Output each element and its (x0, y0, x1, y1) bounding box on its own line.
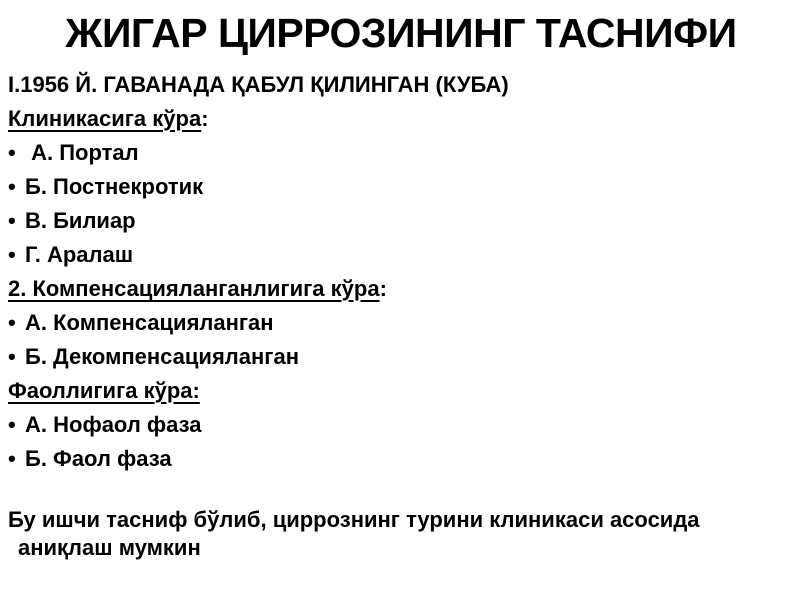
section-heading-clinical (8, 102, 794, 136)
list-item-text: Б. Постнекротик (25, 174, 204, 199)
bullet-icon: • (8, 310, 16, 335)
list-item-text: А. Портал (25, 140, 139, 165)
bullet-icon: • (8, 140, 16, 165)
bullet-icon: • (8, 208, 16, 233)
bullet-icon: • (8, 446, 16, 471)
list-item-text: Б. Декомпенсацияланган (25, 344, 299, 369)
list-item-decompensated (8, 340, 794, 374)
list-item-text: А. Компенсацияланган (25, 310, 274, 335)
list-item-postnecrotic (8, 170, 794, 204)
list-item-mixed (8, 238, 794, 272)
list-item-inactive-phase (8, 408, 794, 442)
list-item-text: А. Нофаол фаза (25, 412, 202, 437)
section-heading-colon: : (379, 276, 387, 301)
intro-line: I.1956 Й. ГАВАНАДА ҚАБУЛ ҚИЛИНГАН (КУБА) (8, 72, 509, 97)
slide-title: ЖИГАР ЦИРРОЗИНИНГ ТАСНИФИ (65, 10, 737, 56)
list-item-text: Г. Аралаш (25, 242, 134, 267)
list-item-biliary (8, 204, 794, 238)
bullet-icon: • (8, 242, 16, 267)
section-heading-colon: : (201, 106, 209, 131)
list-item-text: В. Билиар (25, 208, 136, 233)
bullet-icon: • (8, 344, 16, 369)
closing-paragraph: Бу ишчи тасниф бўлиб, циррознинг турини клиникаси асосида аниқлаш мумкин (8, 507, 700, 560)
list-item-portal (8, 136, 794, 170)
list-item-active-phase (8, 442, 794, 476)
section-heading-activity (8, 374, 794, 408)
bullet-icon: • (8, 412, 16, 437)
list-item-text: Б. Фаол фаза (25, 446, 172, 471)
slide-body (8, 68, 794, 562)
list-item-compensated (8, 306, 794, 340)
section-heading-text: Фаоллигига кўра: (8, 378, 200, 403)
section-heading-text: Клиникасига кўра (8, 106, 202, 131)
section-heading-text: 2. Компенсацияланганлигига кўра (8, 276, 380, 301)
bullet-icon: • (8, 174, 16, 199)
section-heading-compensation (8, 272, 794, 306)
